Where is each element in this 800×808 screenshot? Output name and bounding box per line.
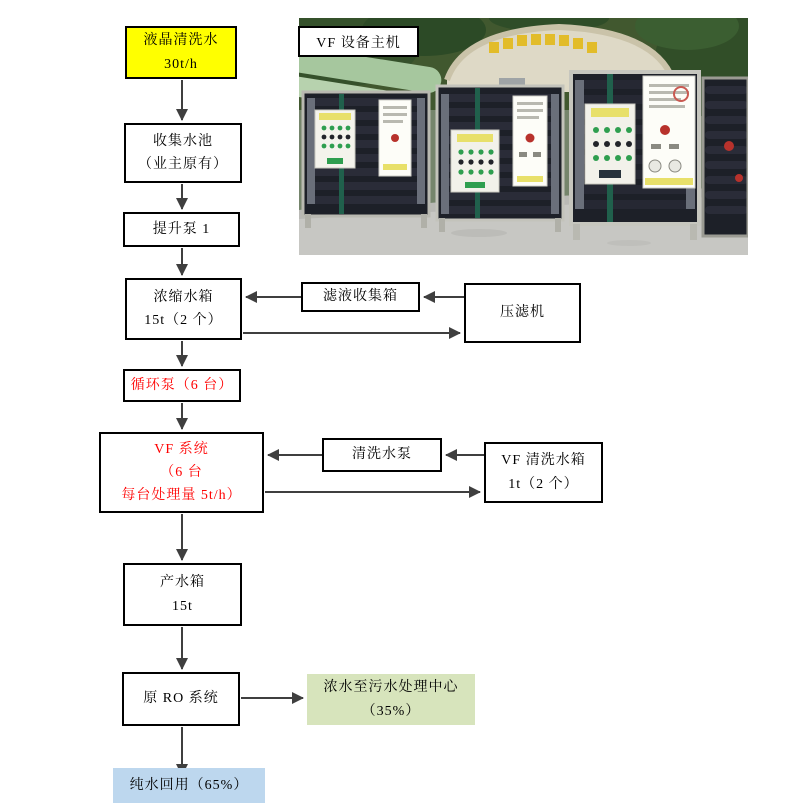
node-label: 滤液收集箱 (323, 289, 398, 305)
node-sewage-center (307, 674, 475, 725)
node-product-tank (123, 563, 242, 626)
photo-caption-text: VF 设备主机 (316, 35, 401, 51)
node-label: 压滤机 (500, 305, 545, 321)
node-concentrate-tank (125, 278, 242, 340)
node-value: 15t（2 个） (144, 313, 223, 328)
node-label: 浓缩水箱 (153, 289, 214, 305)
node-filtrate-collection-tank (301, 282, 420, 312)
node-wash-pump (322, 438, 442, 472)
node-value: 1t（2 个） (508, 476, 579, 492)
node-ro-system (122, 672, 240, 726)
node-value: 15t (172, 598, 193, 614)
node-label: 纯水回用（65%） (129, 777, 249, 793)
node-label: 循环泵（6 台） (130, 377, 234, 393)
node-lift-pump-1 (123, 212, 240, 247)
node-circulation-pump (123, 369, 241, 402)
node-collection-pool (124, 123, 242, 183)
node-label: 收集水池 (153, 133, 213, 149)
node-label: 提升泵 1 (152, 221, 211, 237)
node-value: 30t/h (164, 56, 198, 72)
node-value: （35%） (361, 703, 421, 719)
node-pure-water-reuse (113, 768, 265, 803)
node-filter-press (464, 283, 581, 343)
node-label: VF 清洗水箱 (501, 453, 586, 469)
node-note: （6 台 (160, 464, 203, 480)
node-label: 产水箱 (160, 575, 205, 591)
node-vf-wash-tank (484, 442, 603, 503)
node-note: （业主原有） (138, 157, 228, 172)
node-vf-system (99, 432, 264, 513)
node-label: VF 系统 (154, 441, 209, 457)
node-value: 每台处理量 5t/h） (121, 488, 242, 504)
node-label: 清洗水泵 (352, 447, 412, 463)
node-label: 浓水至污水处理中心 (323, 680, 459, 696)
node-label: 原 RO 系统 (143, 691, 219, 707)
photo-caption-vf-equipment (298, 26, 419, 57)
node-label: 液晶清洗水 (143, 33, 219, 49)
node-lcd-wash-water (125, 26, 237, 79)
